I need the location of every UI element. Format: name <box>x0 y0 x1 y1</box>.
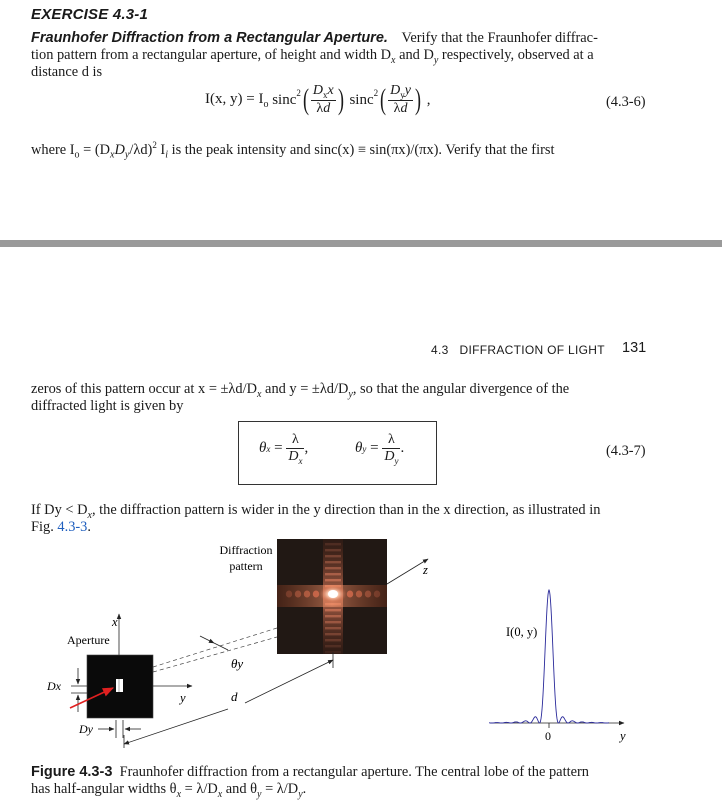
label-aperture: Aperture <box>67 633 110 647</box>
para-2-b: , the diffraction pattern is wider in the y direction than in the x direction, as illustrated in <box>91 502 601 518</box>
body-line-1-c: , so that the angular divergence of the <box>352 381 570 397</box>
para-2-a: If Dy < D <box>31 502 88 518</box>
label-y: y <box>180 691 186 705</box>
side-lobe <box>304 591 310 598</box>
side-lobe <box>365 591 371 598</box>
page-divider <box>0 240 722 247</box>
exercise-where-line: where $I_o = (D_xD_y/\lambda d)^2$ $I_i$ is the peak intensity and sinc(x) ≡ sin(πx)/(πx). Verify that the first <box>31 140 555 161</box>
caption-label: Figure 4.3-3 <box>31 764 113 780</box>
sinc-1: sinc <box>272 91 297 108</box>
z-axis-arrow <box>387 559 428 584</box>
running-head <box>431 343 605 357</box>
diffraction-pattern-image <box>277 539 387 654</box>
where-b: = (D <box>79 141 111 158</box>
label-pattern: pattern <box>229 559 263 573</box>
where-d: I <box>156 141 166 158</box>
caption-text-2c: and θ <box>222 781 258 797</box>
exercise-line-1-text: Verify that the Fraunhofer diffrac- <box>401 30 598 46</box>
caption-text-2a: has half-angular widths θ <box>31 781 177 797</box>
side-lobe <box>347 591 353 598</box>
figure-4-3-3 <box>0 535 722 760</box>
frac-2: $\frac{D_yy}{\lambda d}$ <box>390 83 411 116</box>
exercise-line-2-c: respectively, observed at a <box>438 47 594 63</box>
body-para-2-line-1: If $Dy < D_x$, the diffraction pattern is wider in the y direction than in the x direction, as illustrated in <box>31 502 601 521</box>
equation-number-4-3-6: (4.3-6) <box>606 94 646 110</box>
sinc-2: sinc <box>349 91 374 108</box>
side-lobe <box>356 591 362 598</box>
figure-reference-link[interactable]: 4.3-3 <box>57 519 88 535</box>
side-lobe <box>286 591 292 598</box>
exercise-line-3: distance d is <box>31 64 103 80</box>
body-line-1: zeros of this pattern occur at $x = \pm\lambda d/D_x$ and $y = \pm\lambda d/D_y$, so that the angular divergence of the <box>31 381 570 400</box>
theta-y-equation: θ y = $\frac{\lambda}{D_y}$ . <box>355 432 405 466</box>
ray-upper <box>153 628 277 667</box>
label-zero: 0 <box>545 729 551 743</box>
caption-text-2b: = λ/D <box>181 781 218 797</box>
exercise-title: Fraunhofer Diffraction from a Rectangular Aperture. <box>31 30 388 46</box>
theta-x-symbol: θ <box>259 440 267 457</box>
caption-text-2d: = λ/D <box>261 781 299 797</box>
equation-lhs: I(x, $y) = I_o$ <box>205 90 269 110</box>
theta-x-equation: θ x = $\frac{\lambda}{D_x}$ , <box>259 432 309 466</box>
boxed-equation-4-3-7 <box>238 421 437 485</box>
frac-1: $\frac{D_xx}{\lambda d}$ <box>312 83 334 116</box>
exercise-line-2-a: tion pattern from a rectangular aperture, of height and width D <box>31 47 392 63</box>
where-c: /λd) <box>129 141 153 158</box>
where-a: where I <box>31 141 75 158</box>
label-dx: Dx <box>47 679 61 693</box>
label-x: x <box>112 615 118 629</box>
theta-x-frac: $\frac{\lambda}{D_x}$ <box>288 432 303 466</box>
caption-text-1: Fraunhofer diffraction from a rectangular aperture. The central lobe of the pattern <box>119 764 589 780</box>
label-z: z <box>423 563 428 577</box>
label-d: d <box>231 689 238 704</box>
body-para-2-line-2 <box>31 519 91 537</box>
label-theta-y: θy <box>231 656 244 671</box>
side-lobe <box>295 591 301 598</box>
page-number: 131 <box>622 340 647 356</box>
side-lobe <box>374 591 380 598</box>
running-head-section: 4.3 <box>431 343 449 357</box>
label-diffraction: Diffraction <box>219 543 273 557</box>
exercise-line-2-b: and D <box>395 47 434 63</box>
figure-caption-line-1 <box>31 764 711 782</box>
equation-lhs-text: I(x, y) = I <box>205 90 264 107</box>
body-line-1-a: zeros of this pattern occur at x = ±λd/D <box>31 381 257 397</box>
equation-4-3-6: I(x, $y) = I_o$ sinc $^2$ ( $\frac{D_xx}{\lambda d}$ ) sinc $^2$ ( $\frac{D_yy}{\lambda d}$ ) , <box>205 83 431 116</box>
label-i0y: I(0, y) <box>506 625 538 639</box>
para-2-d: . <box>87 519 91 535</box>
exercise-line-1 <box>31 30 691 48</box>
figure-caption-line-2: has half-angular widths $\theta_x = \lambda/D_x$ and $\theta_y = \lambda/D_y$. <box>31 781 307 800</box>
equation-number-4-3-7: (4.3-7) <box>606 443 646 459</box>
body-line-1-b: and y = ±λd/D <box>261 381 349 397</box>
label-y-axis: y <box>620 729 626 743</box>
theta-y-lambda: λ <box>382 432 400 449</box>
where-e: is the peak intensity and sinc(x) ≡ sin(πx)/(πx). Verify that the first <box>168 141 555 158</box>
theta-y-symbol: θ <box>355 440 363 457</box>
caption-text-2e: . <box>302 781 307 797</box>
sinc-squared-curve <box>489 590 609 723</box>
exercise-heading: EXERCISE 4.3-1 <box>31 6 149 23</box>
para-2-c: Fig. <box>31 519 58 535</box>
theta-x-lambda: λ <box>286 432 304 449</box>
theta-y-frac: $\frac{\lambda}{D_y}$ <box>384 432 399 466</box>
exercise-line-2: tion pattern from a rectangular aperture, of height and width $D_x$ and $D_y$ respectively, observed at a <box>31 47 594 66</box>
ray-lower <box>153 637 277 672</box>
body-line-2: diffracted light is given by <box>31 398 184 414</box>
side-lobe <box>313 591 319 598</box>
running-head-title: DIFFRACTION OF LIGHT <box>459 343 605 357</box>
label-dy: Dy <box>79 722 93 736</box>
